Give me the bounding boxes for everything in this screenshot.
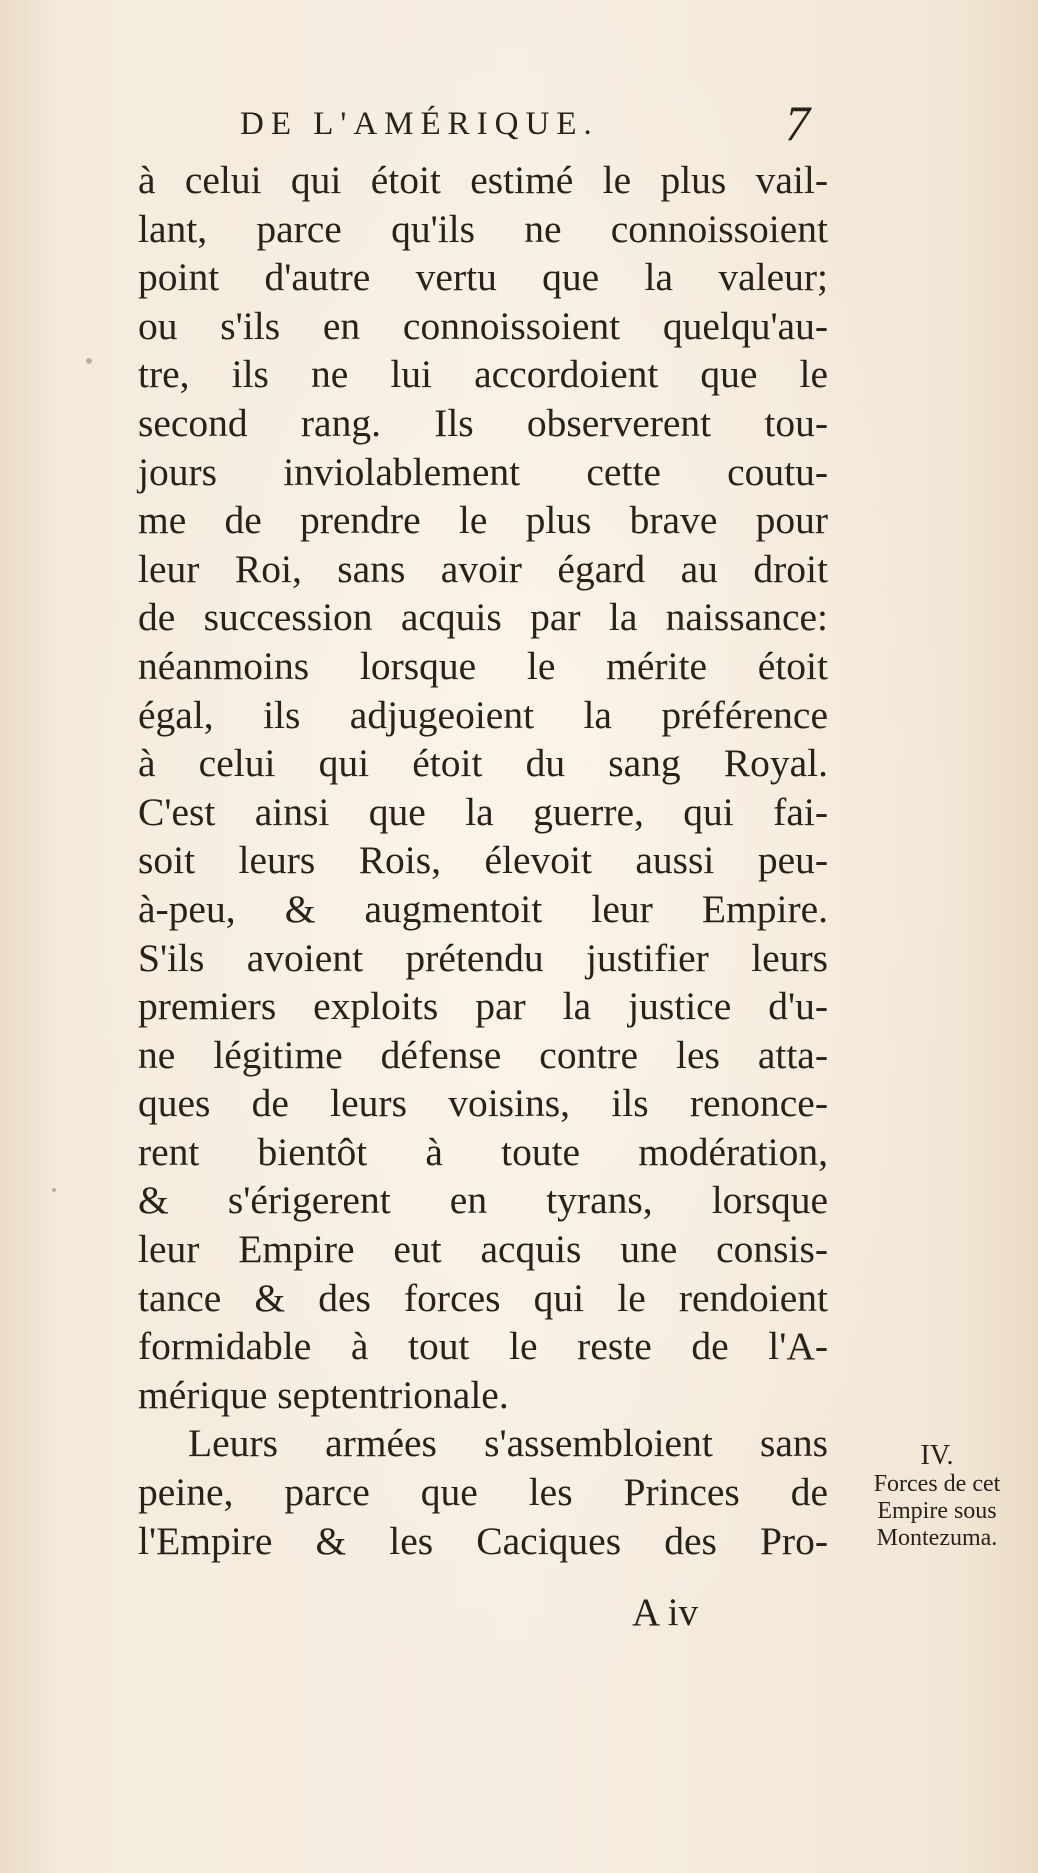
text-line: tance & des forces qui le rendoient — [138, 1275, 828, 1320]
text-line: me de prendre le plus brave pour — [138, 498, 828, 543]
text-line: à celui qui étoit estimé le plus vail- — [138, 158, 828, 202]
text-line: l'Empire & les Caciques des Pro- — [138, 1518, 828, 1563]
text-line: second rang. Ils observerent tou- — [138, 400, 828, 445]
text-line: ou s'ils en connoissoient quelqu'au- — [138, 303, 828, 348]
text-line: à-peu, & augmentoit leur Empire. — [138, 886, 828, 931]
text-line: ques de leurs voisins, ils renonce- — [138, 1081, 828, 1126]
running-title: DE L'AMÉRIQUE. — [240, 106, 599, 142]
text-line: lant, parce qu'ils ne connoissoient — [138, 206, 828, 251]
ink-smudge — [86, 358, 92, 364]
running-head — [240, 95, 840, 151]
signature-mark: A iv — [632, 1591, 699, 1634]
page-number: 7 — [785, 95, 810, 151]
margin-note-line: Empire sous — [877, 1498, 997, 1524]
margin-note-line: Forces de cet — [873, 1471, 1001, 1497]
text-line: S'ils avoient prétendu justifier leurs — [138, 935, 828, 980]
text-line: néanmoins lorsque le mérite étoit — [138, 643, 828, 688]
margin-note — [842, 1442, 1032, 1552]
body-text — [138, 156, 828, 1565]
text-line: leur Roi, sans avoir égard au droit — [138, 546, 828, 591]
margin-note-line: Montezuma. — [876, 1525, 998, 1551]
text-line: point d'autre vertu que la valeur; — [138, 255, 828, 300]
text-line: rent bientôt à toute modération, — [138, 1129, 828, 1174]
text-line: de succession acquis par la naissance: — [138, 595, 828, 640]
text-line: soit leurs Rois, élevoit aussi peu- — [138, 838, 828, 883]
text-line: ne légitime défense contre les atta- — [138, 1032, 828, 1077]
margin-note-numeral: IV. — [920, 1440, 954, 1471]
text-line: premiers exploits par la justice d'u- — [138, 984, 828, 1029]
text-line: C'est ainsi que la guerre, qui fai- — [138, 789, 828, 834]
ink-smudge — [52, 1188, 56, 1192]
text-line: à celui qui étoit du sang Royal. — [138, 741, 828, 786]
text-line: & s'érigerent en tyrans, lorsque — [138, 1178, 828, 1223]
text-line: mérique septentrionale. — [138, 1372, 509, 1417]
text-line: formidable à tout le reste de l'A- — [138, 1324, 828, 1369]
text-line: peine, parce que les Princes de — [138, 1470, 828, 1515]
text-line: leur Empire eut acquis une consis- — [138, 1227, 828, 1272]
text-line: égal, ils adjugeoient la préférence — [138, 692, 828, 737]
text-line: Leurs armées s'assembloient sans — [188, 1421, 828, 1466]
text-line: jours inviolablement cette coutu- — [138, 449, 828, 494]
text-line: tre, ils ne lui accordoient que le — [138, 352, 828, 397]
